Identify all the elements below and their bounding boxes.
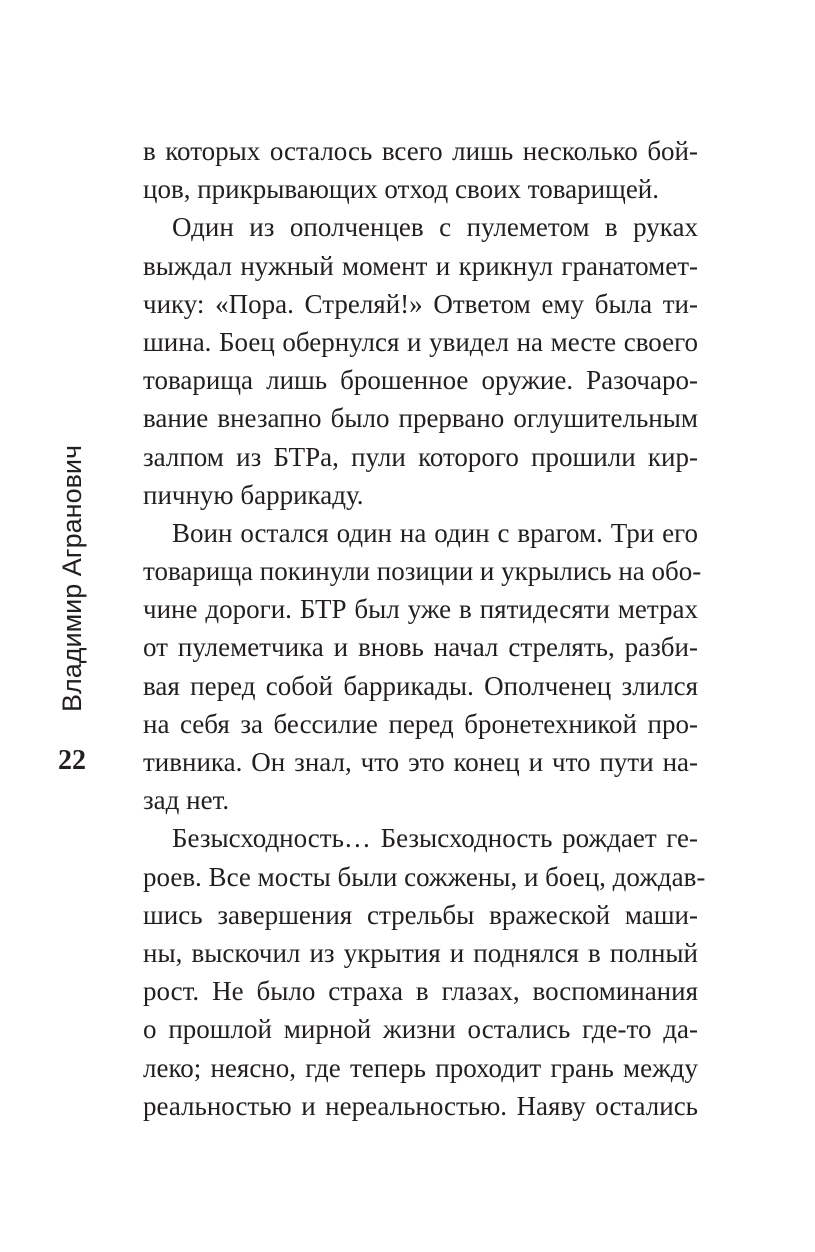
text-line: рост. Не было страха в глазах, воспоминания xyxy=(143,976,698,1007)
text-line: цов, прикрывающих отход своих товарищей. xyxy=(143,174,660,205)
text-line: шина. Боец обернулся и увидел на месте своего xyxy=(143,326,698,357)
text-line: товарища лишь брошенное оружие. Разочаро- xyxy=(143,365,698,396)
text-line: зад нет. xyxy=(143,785,230,816)
text-line: шись завершения стрельбы вражеской маши- xyxy=(143,899,698,930)
text-line: реальностью и нереальностью. Наяву остались xyxy=(143,1090,698,1121)
text-line: пичную баррикаду. xyxy=(143,479,364,510)
paragraph-first-line: Воин остался один на один с врагом. Три его xyxy=(172,517,698,548)
text-line: в которых осталось всего лишь несколько бой- xyxy=(143,136,698,166)
page-number: 22 xyxy=(58,745,86,776)
text-line: вание внезапно было прервано оглушительным xyxy=(143,403,698,434)
text-line: чику: «Пора. Стреляй!» Ответом ему была ти- xyxy=(143,288,698,319)
text-line: товарища покинули позиции и укрылись на обо- xyxy=(143,556,702,587)
text-line: от пулеметчика и вновь начал стрелять, разби- xyxy=(143,632,698,663)
text-line: роев. Все мосты были сожжены, и боец, дождав- xyxy=(143,861,706,892)
text-line: леко; неясно, где теперь проходит грань между xyxy=(143,1052,698,1083)
body-text xyxy=(143,132,706,1125)
paragraph-first-line: Безысходность… Безысходность рождает ге- xyxy=(172,823,698,854)
text-line: залпом из БТРа, пули которого прошили кир- xyxy=(143,441,698,472)
text-line: на себя за бессилие перед бронетехникой про- xyxy=(143,708,698,739)
text-line: тивника. Он знал, что это конец и что пути на- xyxy=(143,747,698,777)
text-line: о прошлой мирной жизни остались где-то да- xyxy=(143,1014,698,1045)
text-line: ны, выскочил из укрытия и поднялся в полный xyxy=(143,937,698,968)
paragraph-first-line: Один из ополченцев с пулеметом в руках xyxy=(172,212,698,243)
running-head-author: Владимир Агранович xyxy=(57,444,87,712)
text-line: чине дороги. БТР был уже в пятидесяти метрах xyxy=(143,594,698,625)
text-line: вая перед собой баррикады. Ополченец злился xyxy=(143,670,698,701)
text-line: выждал нужный момент и крикнул гранатомет- xyxy=(143,250,698,281)
